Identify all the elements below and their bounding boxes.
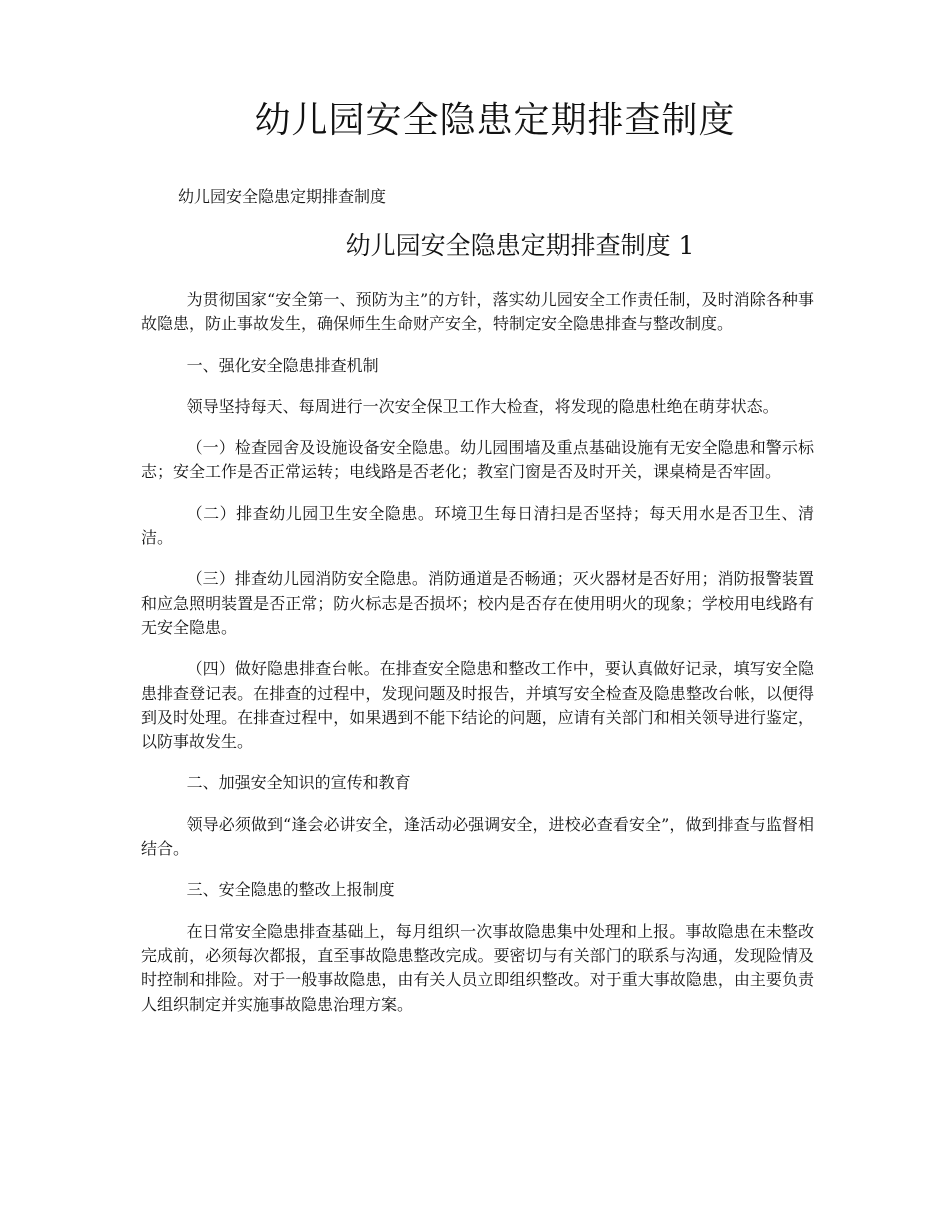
body-paragraph: （一）检查园舍及设施设备安全隐患。幼儿园围墙及重点基础设施有无安全隐患和警示标志；安全工作是否正常运转；电线路是否老化；教室门窗是否及时开关，课桌椅是否牢固。 xyxy=(141,438,814,482)
document-title: 幼儿园安全隐患定期排查制度 xyxy=(254,100,736,141)
intro-paragraph: 为贯彻国家“安全第一、预防为主”的方针，落实幼儿园安全工作责任制，及时消除各种事故隐患，防止事故发生，确保师生生命财产安全，特制定安全隐患排查与整改制度。 xyxy=(141,290,814,334)
body-paragraph: （四）做好隐患排查台帐。在排查安全隐患和整改工作中，要认真做好记录，填写安全隐患排查登记表。在排查的过程中，发现问题及时报告，并填写安全检查及隐患整改台帐，以便得到及时处理。在排查过程中，如果遇到不能下结论的问题，应请有关部门和相关领导进行鉴定，以防事故发生。 xyxy=(141,659,814,752)
section-heading-3: 三、安全隐患的整改上报制度 xyxy=(186,880,395,900)
body-paragraph: 领导坚持每天、每周进行一次安全保卫工作大检查，将发现的隐患杜绝在萌芽状态。 xyxy=(186,396,779,416)
section-heading-2: 二、加强安全知识的宣传和教育 xyxy=(186,773,411,793)
document-subtitle: 幼儿园安全隐患定期排查制度 xyxy=(178,187,387,206)
body-paragraph: 领导必须做到“逢会必讲安全，逢活动必强调安全，进校必查看安全”，做到排查与监督相结合。 xyxy=(141,814,814,859)
section-heading-1: 一、强化安全隐患排查机制 xyxy=(186,355,379,375)
document-body xyxy=(141,288,814,1034)
body-paragraph: （二）排查幼儿园卫生安全隐患。环境卫生每日清扫是否坚持；每天用水是否卫生、清洁。 xyxy=(141,503,814,548)
body-paragraph: （三）排查幼儿园消防安全隐患。消防通道是否畅通；灭火器材是否好用；消防报警装置和应急照明装置是否正常；防火标志是否损坏；校内是否存在使用明火的现象；学校用电线路有无安全隐患。 xyxy=(141,569,814,637)
section-title: 幼儿园安全隐患定期排查制度 1 xyxy=(345,231,695,260)
body-paragraph: 在日常安全隐患排查基础上，每月组织一次事故隐患集中处理和上报。事故隐患在未整改完成前，必须每次都报，直至事故隐患整改完成。要密切与有关部门的联系与沟通，发现险情及时控制和排险。对于一般事故隐患，由有关人员立即组织整改。对于重大事故隐患，由主要负责人组织制定并实施事故隐患治理方案。 xyxy=(141,921,814,1014)
